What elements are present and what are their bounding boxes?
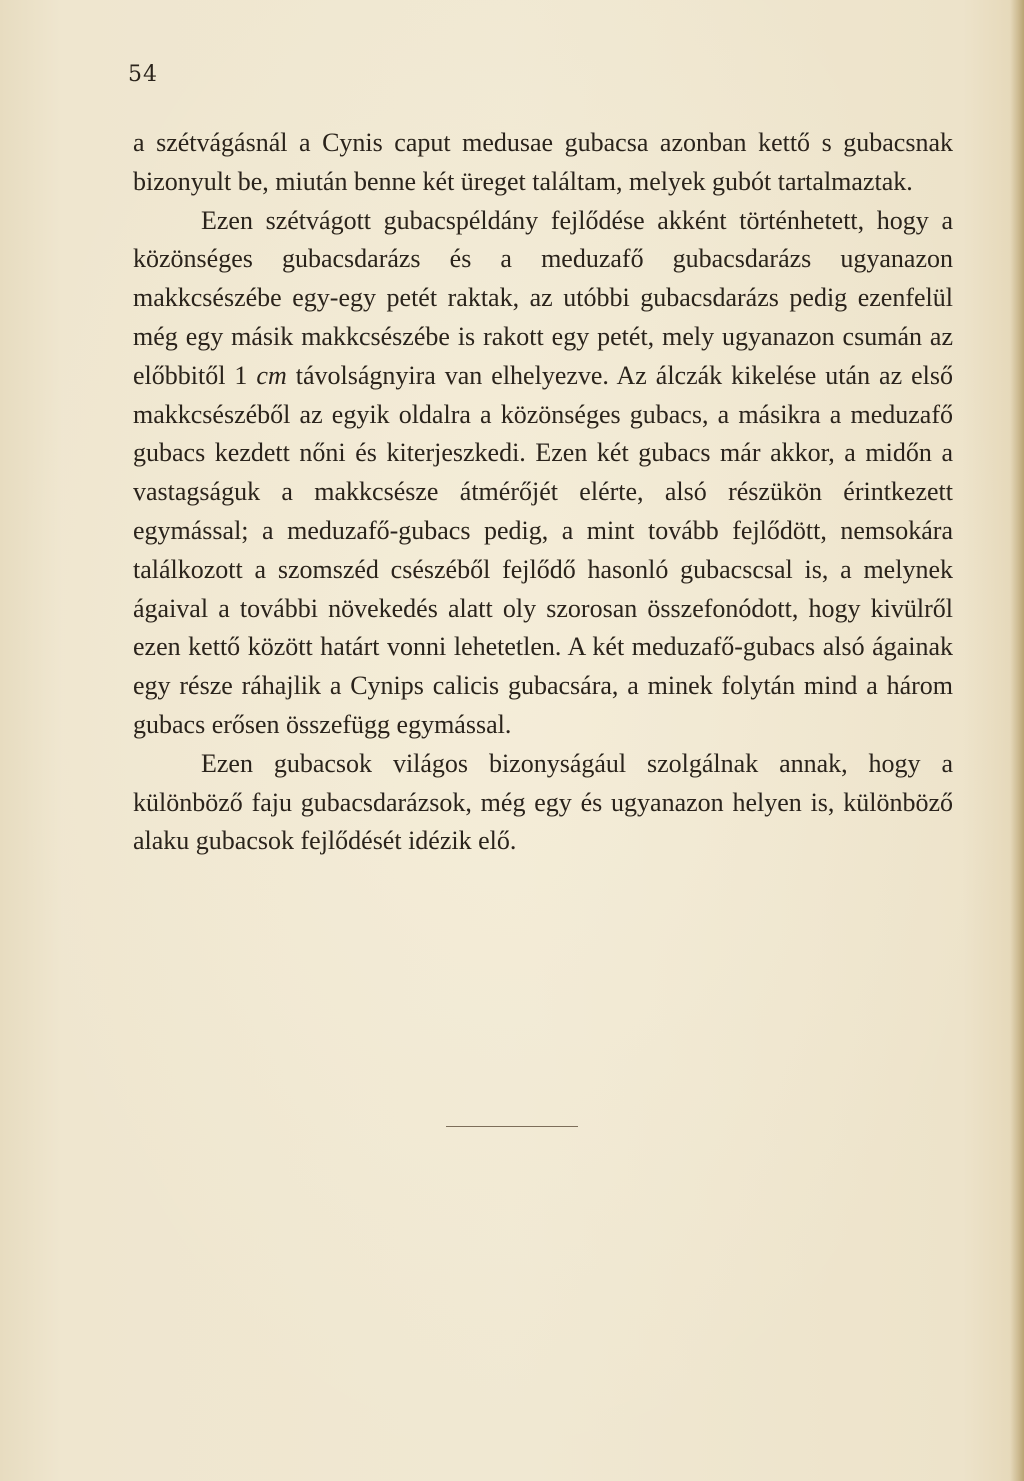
section-divider-rule — [446, 1126, 578, 1127]
paragraph-2 — [133, 202, 953, 745]
paragraph-1: a szétvágásnál a Cynis caput medusae gubacsa azonban kettő s gubacsnak bizonyult be, miután benne két üreget találtam, melyek gubót tartalmaztak. — [133, 128, 953, 196]
paragraph-2-part-1: Ezen szétvágott gubacspéldány fejlődése akként történhetett, hogy a közönséges gubacsdarázs és a meduzafő gubacsdarázs ugyanazon makkcsészébe egy-egy petét raktak, az utóbbi gubacsdarázs pedig ezenfelül még egy másik makkcsészébe is rakott egy petét, mely ugyanazon csumán az előbbitől 1 — [133, 205, 953, 390]
body-text — [133, 124, 953, 861]
unit-cm: cm — [256, 360, 287, 390]
paragraph-2-part-2: távolságnyira van elhelyezve. Az álczák kikelése után az első makkcsészéből az egyik oldalra a közönséges gubacs, a másikra a meduzafő gubacs kezdett nőni és kiterjeszkedi. Ezen két gubacs már akkor, a midőn a vastagságuk a makkcsésze átmérőjét elérte, alsó részükön érintkezett egymással; a meduzafő-gubacs pedig, a mint tovább fejlődött, nemsokára találkozott a szomszéd csészéből fejlődő hasonló gubacscsal is, a melynek ágaival a további növekedés alatt oly szorosan összefonódott, hogy kivülről ezen kettő között határt vonni lehetetlen. A két meduzafő-gubacs alsó ágainak egy része ráhajlik a Cynips calicis gubacsára, a minek folytán mind a három gubacs erősen összefügg egymással. — [133, 360, 953, 739]
page-edge-shadow — [1010, 0, 1024, 1481]
paragraph-3: Ezen gubacsok világos bizonyságául szolgálnak annak, hogy a különböző faju gubacsdarázsok, még egy és ugyanazon helyen is, különböző alaku gubacsok fejlődését idézik elő. — [133, 748, 953, 856]
page-number: 54 — [128, 62, 158, 87]
